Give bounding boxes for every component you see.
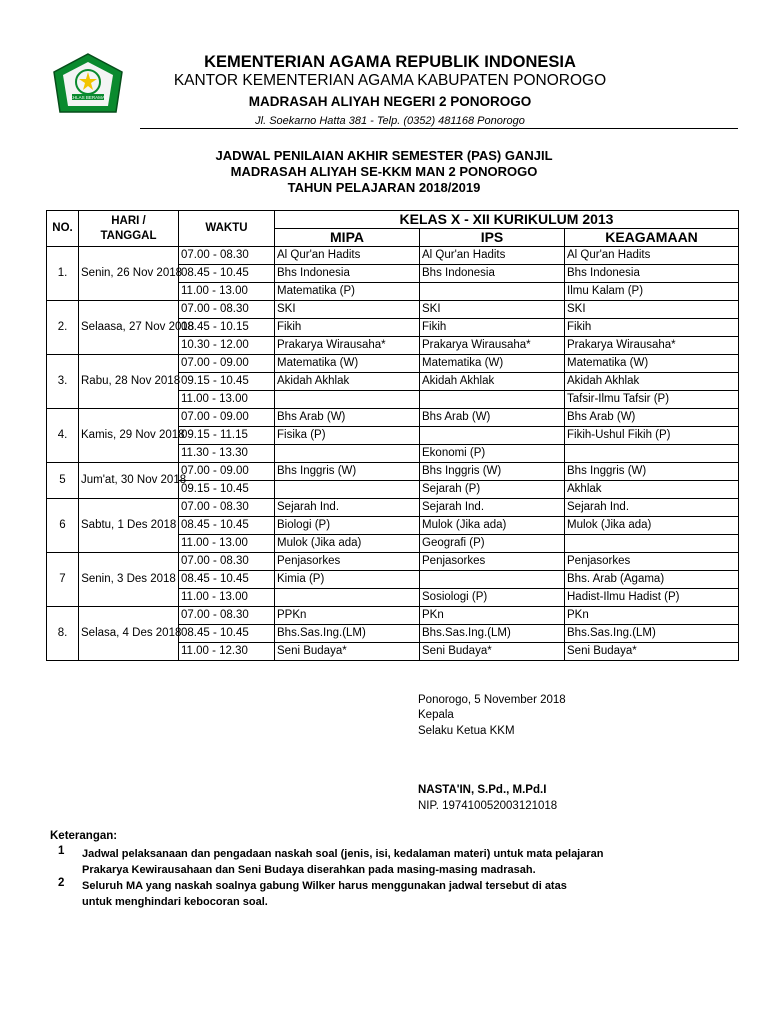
day-date: Jum'at, 30 Nov 2018 xyxy=(79,463,179,499)
cell-mipa: Bhs Indonesia xyxy=(275,265,420,283)
note-line: untuk menghindari kebocoran soal. xyxy=(82,896,268,908)
slot-time: 07.00 - 08.30 xyxy=(179,553,275,571)
cell-keagamaan: Ilmu Kalam (P) xyxy=(565,283,739,301)
table-header-row xyxy=(47,211,739,229)
col-mipa: MIPA xyxy=(275,229,420,247)
slot-time: 08.45 - 10.45 xyxy=(179,517,275,535)
cell-ips: Fikih xyxy=(420,319,565,337)
cell-ips: PKn xyxy=(420,607,565,625)
ministry-name: KEMENTERIAN AGAMA REPUBLIK INDONESIA xyxy=(204,53,576,71)
col-day xyxy=(79,211,179,247)
slot-time: 07.00 - 08.30 xyxy=(179,301,275,319)
cell-mipa: Akidah Akhlak xyxy=(275,373,420,391)
cell-keagamaan: Akidah Akhlak xyxy=(565,373,739,391)
slot-time: 08.45 - 10.45 xyxy=(179,265,275,283)
cell-mipa: Penjasorkes xyxy=(275,553,420,571)
office-name: KANTOR KEMENTERIAN AGAMA KABUPATEN PONOROGO xyxy=(173,72,607,89)
schedule-table xyxy=(46,210,739,661)
cell-ips: Matematika (W) xyxy=(420,355,565,373)
note-line: Jadwal pelaksanaan dan pengadaan naskah soal (jenis, isi, kedalaman materi) untuk mata pelajaran xyxy=(82,848,604,860)
day-date: Selaasa, 27 Nov 2018 xyxy=(79,301,179,355)
cell-mipa: Kimia (P) xyxy=(275,571,420,589)
cell-keagamaan: Prakarya Wirausaha* xyxy=(565,337,739,355)
day-number: 3. xyxy=(47,355,79,409)
cell-ips: Seni Budaya* xyxy=(420,643,565,661)
cell-ips: Bhs Indonesia xyxy=(420,265,565,283)
cell-ips: Penjasorkes xyxy=(420,553,565,571)
slot-time: 07.00 - 08.30 xyxy=(179,607,275,625)
day-date: Rabu, 28 Nov 2018 xyxy=(79,355,179,409)
note-line: Seluruh MA yang naskah soalnya gabung Wilker harus menggunakan jadwal tersebut di atas xyxy=(82,880,567,892)
cell-ips xyxy=(420,427,565,445)
slot-time: 09.15 - 10.45 xyxy=(179,373,275,391)
cell-keagamaan xyxy=(565,445,739,463)
slot-time: 11.00 - 13.00 xyxy=(179,391,275,409)
cell-ips: Al Qur'an Hadits xyxy=(420,247,565,265)
slot-time: 07.00 - 09.00 xyxy=(179,409,275,427)
table-row xyxy=(47,463,739,481)
kemenag-logo xyxy=(50,52,126,118)
doc-title-3: TAHUN PELAJARAN 2018/2019 xyxy=(287,180,481,195)
day-date: Senin, 26 Nov 2018 xyxy=(79,247,179,301)
cell-mipa: Bhs Inggris (W) xyxy=(275,463,420,481)
cell-ips: Sosiologi (P) xyxy=(420,589,565,607)
cell-ips: Bhs.Sas.Ing.(LM) xyxy=(420,625,565,643)
cell-mipa: Matematika (P) xyxy=(275,283,420,301)
cell-ips: SKI xyxy=(420,301,565,319)
slot-time: 08.45 - 10.45 xyxy=(179,625,275,643)
day-date: Selasa, 4 Des 2018 xyxy=(79,607,179,661)
table-row xyxy=(47,553,739,571)
signature-place-date: Ponorogo, 5 November 2018 xyxy=(418,694,566,706)
day-number: 2. xyxy=(47,301,79,355)
day-number: 5 xyxy=(47,463,79,499)
table-row xyxy=(47,355,739,373)
cell-ips: Prakarya Wirausaha* xyxy=(420,337,565,355)
note-line: Prakarya Kewirausahaan dan Seni Budaya diserahkan pada masing-masing madrasah. xyxy=(82,864,536,876)
cell-mipa: Biologi (P) xyxy=(275,517,420,535)
day-number: 7 xyxy=(47,553,79,607)
letterhead-divider xyxy=(140,128,738,129)
slot-time: 11.00 - 13.00 xyxy=(179,589,275,607)
cell-mipa: Bhs.Sas.Ing.(LM) xyxy=(275,625,420,643)
cell-keagamaan: SKI xyxy=(565,301,739,319)
slot-time: 11.00 - 13.00 xyxy=(179,535,275,553)
signature-role-2: Selaku Ketua KKM xyxy=(418,725,515,737)
slot-time: 07.00 - 09.00 xyxy=(179,463,275,481)
day-number: 6 xyxy=(47,499,79,553)
day-date: Senin, 3 Des 2018 xyxy=(79,553,179,607)
slot-time: 07.00 - 09.00 xyxy=(179,355,275,373)
school-address: Jl. Soekarno Hatta 381 - Telp. (0352) 481168 Ponorogo xyxy=(255,115,525,127)
signature-role-1: Kepala xyxy=(418,709,454,721)
cell-keagamaan: Bhs Inggris (W) xyxy=(565,463,739,481)
cell-mipa: Fikih xyxy=(275,319,420,337)
cell-mipa xyxy=(275,445,420,463)
cell-keagamaan: Penjasorkes xyxy=(565,553,739,571)
cell-mipa: Mulok (Jika ada) xyxy=(275,535,420,553)
col-day-label-2: TANGGAL xyxy=(100,229,157,242)
note-text xyxy=(82,846,732,878)
table-row xyxy=(47,499,739,517)
school-name: MADRASAH ALIYAH NEGERI 2 PONOROGO xyxy=(248,94,532,109)
cell-ips: Akidah Akhlak xyxy=(420,373,565,391)
cell-ips: Ekonomi (P) xyxy=(420,445,565,463)
note-number: 1 xyxy=(58,845,65,857)
col-group-kelas: KELAS X - XII KURIKULUM 2013 xyxy=(275,211,739,229)
cell-keagamaan: Fikih-Ushul Fikih (P) xyxy=(565,427,739,445)
slot-time: 08.45 - 10.15 xyxy=(179,319,275,337)
cell-mipa: Prakarya Wirausaha* xyxy=(275,337,420,355)
col-keagamaan: KEAGAMAAN xyxy=(565,229,739,247)
cell-keagamaan: Tafsir-Ilmu Tafsir (P) xyxy=(565,391,739,409)
day-date: Sabtu, 1 Des 2018 xyxy=(79,499,179,553)
day-date: Kamis, 29 Nov 2018 xyxy=(79,409,179,463)
cell-mipa: Fisika (P) xyxy=(275,427,420,445)
note-number: 2 xyxy=(58,877,65,889)
slot-time: 10.30 - 12.00 xyxy=(179,337,275,355)
table-row xyxy=(47,409,739,427)
cell-keagamaan: Akhlak xyxy=(565,481,739,499)
cell-mipa: Seni Budaya* xyxy=(275,643,420,661)
table-row xyxy=(47,247,739,265)
doc-title-2: MADRASAH ALIYAH SE-KKM MAN 2 PONOROGO xyxy=(230,164,538,179)
table-row xyxy=(47,301,739,319)
signatory-name: NASTA'IN, S.Pd., M.Pd.I xyxy=(418,784,547,796)
slot-time: 09.15 - 11.15 xyxy=(179,427,275,445)
logo-motto: IKHLAS BERAMAL xyxy=(68,95,108,100)
cell-mipa: Matematika (W) xyxy=(275,355,420,373)
cell-keagamaan: Bhs.Sas.Ing.(LM) xyxy=(565,625,739,643)
col-no: NO. xyxy=(47,211,79,247)
cell-ips: Bhs Arab (W) xyxy=(420,409,565,427)
schedule-body xyxy=(47,247,739,661)
cell-mipa: Bhs Arab (W) xyxy=(275,409,420,427)
cell-keagamaan: PKn xyxy=(565,607,739,625)
doc-title-1: JADWAL PENILAIAN AKHIR SEMESTER (PAS) GANJIL xyxy=(215,148,553,163)
slot-time: 09.15 - 10.45 xyxy=(179,481,275,499)
slot-time: 11.30 - 13.30 xyxy=(179,445,275,463)
cell-mipa xyxy=(275,589,420,607)
cell-ips xyxy=(420,283,565,301)
cell-keagamaan xyxy=(565,535,739,553)
note-text xyxy=(82,878,732,910)
col-day-label-1: HARI / xyxy=(111,214,146,227)
cell-keagamaan: Bhs Indonesia xyxy=(565,265,739,283)
day-number: 8. xyxy=(47,607,79,661)
cell-mipa xyxy=(275,391,420,409)
cell-mipa: Sejarah Ind. xyxy=(275,499,420,517)
cell-ips xyxy=(420,571,565,589)
cell-keagamaan: Fikih xyxy=(565,319,739,337)
slot-time: 07.00 - 08.30 xyxy=(179,499,275,517)
col-time: WAKTU xyxy=(179,211,275,247)
cell-ips xyxy=(420,391,565,409)
cell-mipa: SKI xyxy=(275,301,420,319)
cell-keagamaan: Mulok (Jika ada) xyxy=(565,517,739,535)
day-number: 4. xyxy=(47,409,79,463)
cell-ips: Sejarah Ind. xyxy=(420,499,565,517)
cell-ips: Geografi (P) xyxy=(420,535,565,553)
col-ips: IPS xyxy=(420,229,565,247)
cell-ips: Bhs Inggris (W) xyxy=(420,463,565,481)
cell-keagamaan: Al Qur'an Hadits xyxy=(565,247,739,265)
cell-mipa: Al Qur'an Hadits xyxy=(275,247,420,265)
cell-ips: Sejarah (P) xyxy=(420,481,565,499)
cell-keagamaan: Seni Budaya* xyxy=(565,643,739,661)
cell-keagamaan: Hadist-Ilmu Hadist (P) xyxy=(565,589,739,607)
cell-ips: Mulok (Jika ada) xyxy=(420,517,565,535)
slot-time: 08.45 - 10.45 xyxy=(179,571,275,589)
cell-mipa xyxy=(275,481,420,499)
cell-keagamaan: Matematika (W) xyxy=(565,355,739,373)
slot-time: 11.00 - 13.00 xyxy=(179,283,275,301)
day-number: 1. xyxy=(47,247,79,301)
slot-time: 11.00 - 12.30 xyxy=(179,643,275,661)
signatory-nip: NIP. 197410052003121018 xyxy=(418,800,558,812)
cell-keagamaan: Bhs Arab (W) xyxy=(565,409,739,427)
cell-keagamaan: Bhs. Arab (Agama) xyxy=(565,571,739,589)
cell-mipa: PPKn xyxy=(275,607,420,625)
slot-time: 07.00 - 08.30 xyxy=(179,247,275,265)
cell-keagamaan: Sejarah Ind. xyxy=(565,499,739,517)
table-row xyxy=(47,607,739,625)
notes-title: Keterangan: xyxy=(50,830,118,842)
